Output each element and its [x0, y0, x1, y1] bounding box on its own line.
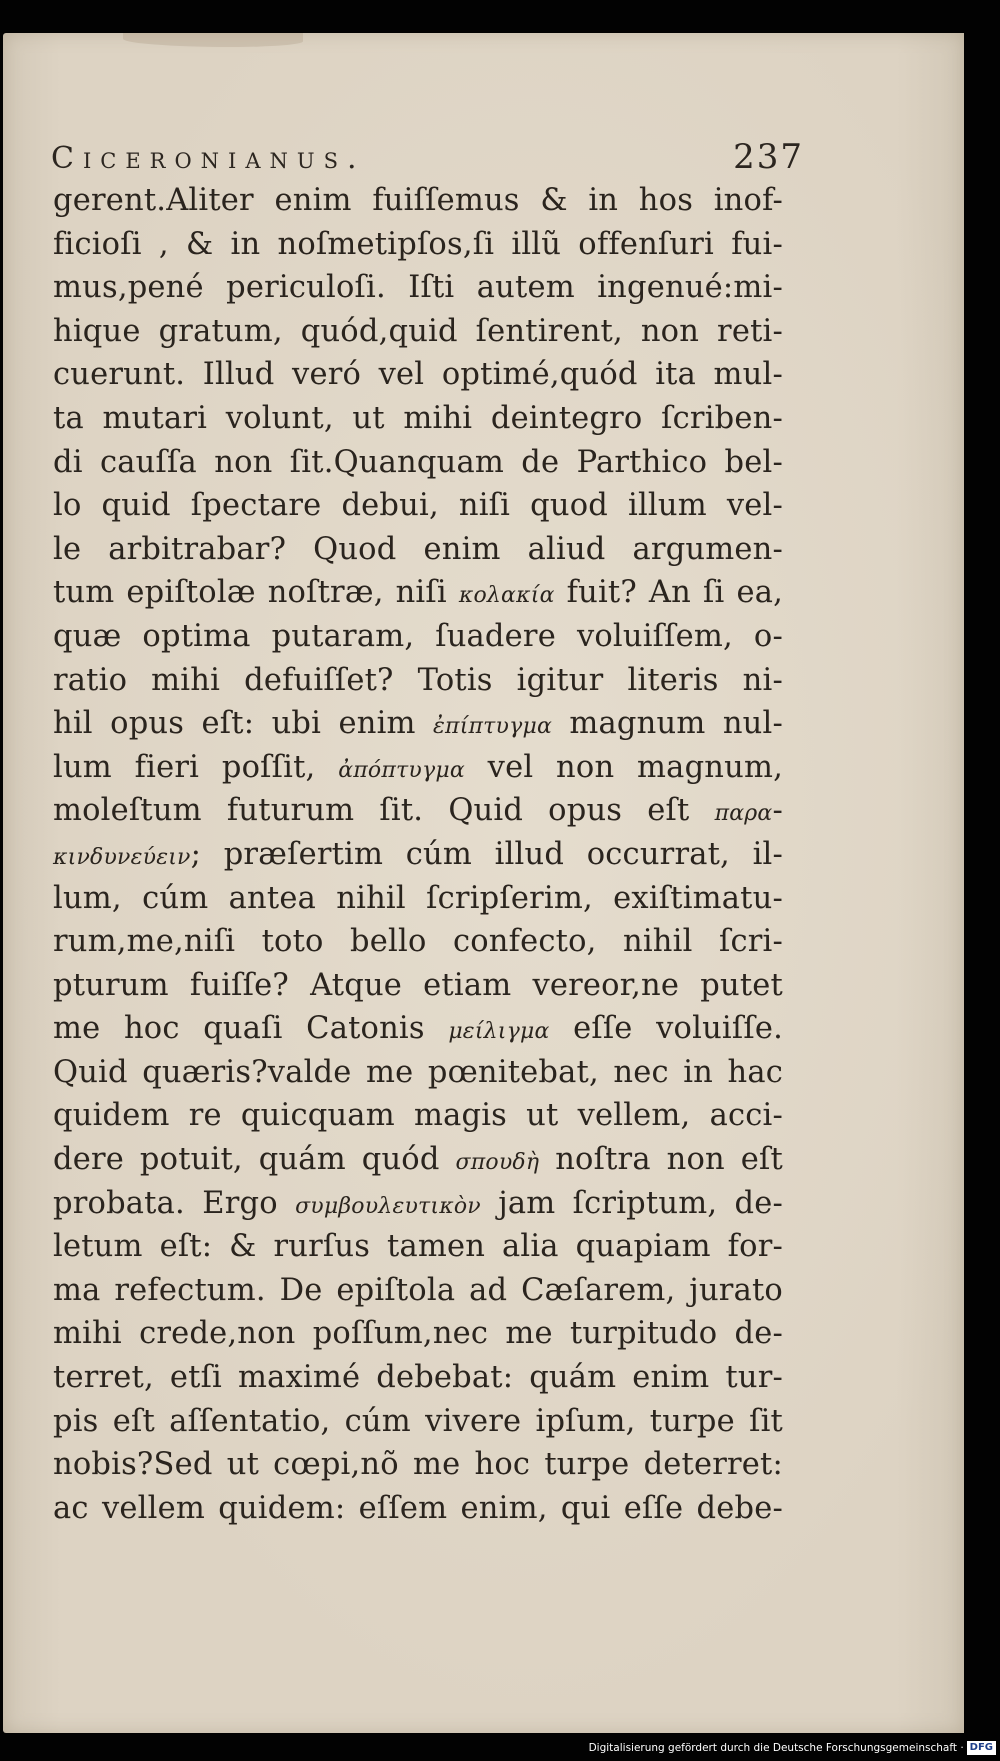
text-line: hil opus eſt: ubi enim ἐπίπτυγμα magnum nul-	[53, 706, 783, 742]
text-line: cuerunt. Illud veró vel optimé,quód ita mul-	[53, 357, 783, 393]
text-line: rum,me,niſi toto bello confecto, nihil ſcri-	[53, 924, 783, 960]
page-number: 237	[733, 137, 804, 177]
text-line: ac vellem quidem: eſſem enim, qui eſſe debe-	[53, 1490, 783, 1526]
text-line: mus,pené periculoſi. Iſti autem ingenué:mi-	[53, 270, 783, 306]
text-line: me hoc quaſi Catonis μείλιγμα eſſe voluiſſe.	[53, 1011, 783, 1047]
text-line: ficioſi , & in noſmetipſos,ſi illũ offenſuri fui-	[53, 226, 783, 262]
text-line: gerent.Aliter enim fuiſſemus & in hos inof-	[53, 183, 783, 218]
text-line: κινδυνεύειν; præſertim cúm illud occurrat, il-	[53, 836, 783, 872]
text-line: letum eſt: & rurſus tamen alia quapiam for-	[53, 1229, 783, 1265]
text-line: probata. Ergo συμβουλευτικὸν jam ſcriptum, de-	[53, 1185, 784, 1221]
book-page	[3, 33, 964, 1733]
text-line: quæ optima putaram, ſuadere voluiſſem, o-	[53, 618, 783, 654]
text-line: quidem re quicquam magis ut vellem, acci-	[53, 1098, 783, 1134]
text-line: pturum fuiſſe? Atque etiam vereor,ne putet	[53, 967, 783, 1003]
digitization-footer	[589, 1739, 996, 1757]
text-line: di cauſſa non ſit.Quanquam de Parthico bel-	[53, 444, 783, 480]
text-line: pis eſt aſſentatio, cúm vivere ipſum, turpe ſit	[53, 1403, 783, 1439]
text-line: lo quid ſpectare debui, niſi quod illum vel-	[53, 488, 783, 524]
running-title: Ciceronianus.	[51, 141, 366, 176]
text-line: Quid quæris?valde me pœnitebat, nec in hac	[53, 1054, 783, 1090]
text-line: nobis?Sed ut cœpi,nõ me hoc turpe deterret:	[53, 1447, 783, 1483]
funding-note: Digitalisierung gefördert durch die Deutsche Forschungsgemeinschaft ·	[588, 1742, 964, 1754]
text-line: ta mutari volunt, ut mihi deintegro ſcriben-	[53, 400, 783, 436]
page-header	[51, 137, 804, 183]
text-line: lum fieri poſſit, ἀπόπτυγμα vel non magnum,	[53, 749, 783, 785]
text-line: le arbitrabar? Quod enim aliud argumen-	[53, 531, 783, 567]
text-line: moleſtum futurum ſit. Quid opus eſt παρα-	[53, 793, 783, 829]
text-line: mihi crede,non poſſum,nec me turpitudo de-	[53, 1316, 783, 1352]
text-line: ma refectum. De epiſtola ad Cæſarem, jurato	[53, 1272, 783, 1308]
text-line: hique gratum, quód,quid ſentirent, non reti-	[53, 313, 783, 349]
text-line: tum epiſtolæ noſtræ, niſi κολακία fuit? An ſi ea,	[53, 575, 783, 611]
body-text	[53, 179, 783, 1530]
text-line: terret, etſi maximé debebat: quám enim tur-	[53, 1360, 783, 1396]
text-line: ratio mihi defuiſſet? Totis igitur literis ni-	[53, 662, 783, 698]
text-line: lum, cúm antea nihil ſcripſerim, exiſtimatu-	[53, 880, 783, 916]
text-line: dere potuit, quám quód σπουδὴ noſtra non eſt	[53, 1142, 783, 1178]
page-stain	[123, 33, 303, 47]
dfg-logo: DFG	[967, 1741, 996, 1755]
